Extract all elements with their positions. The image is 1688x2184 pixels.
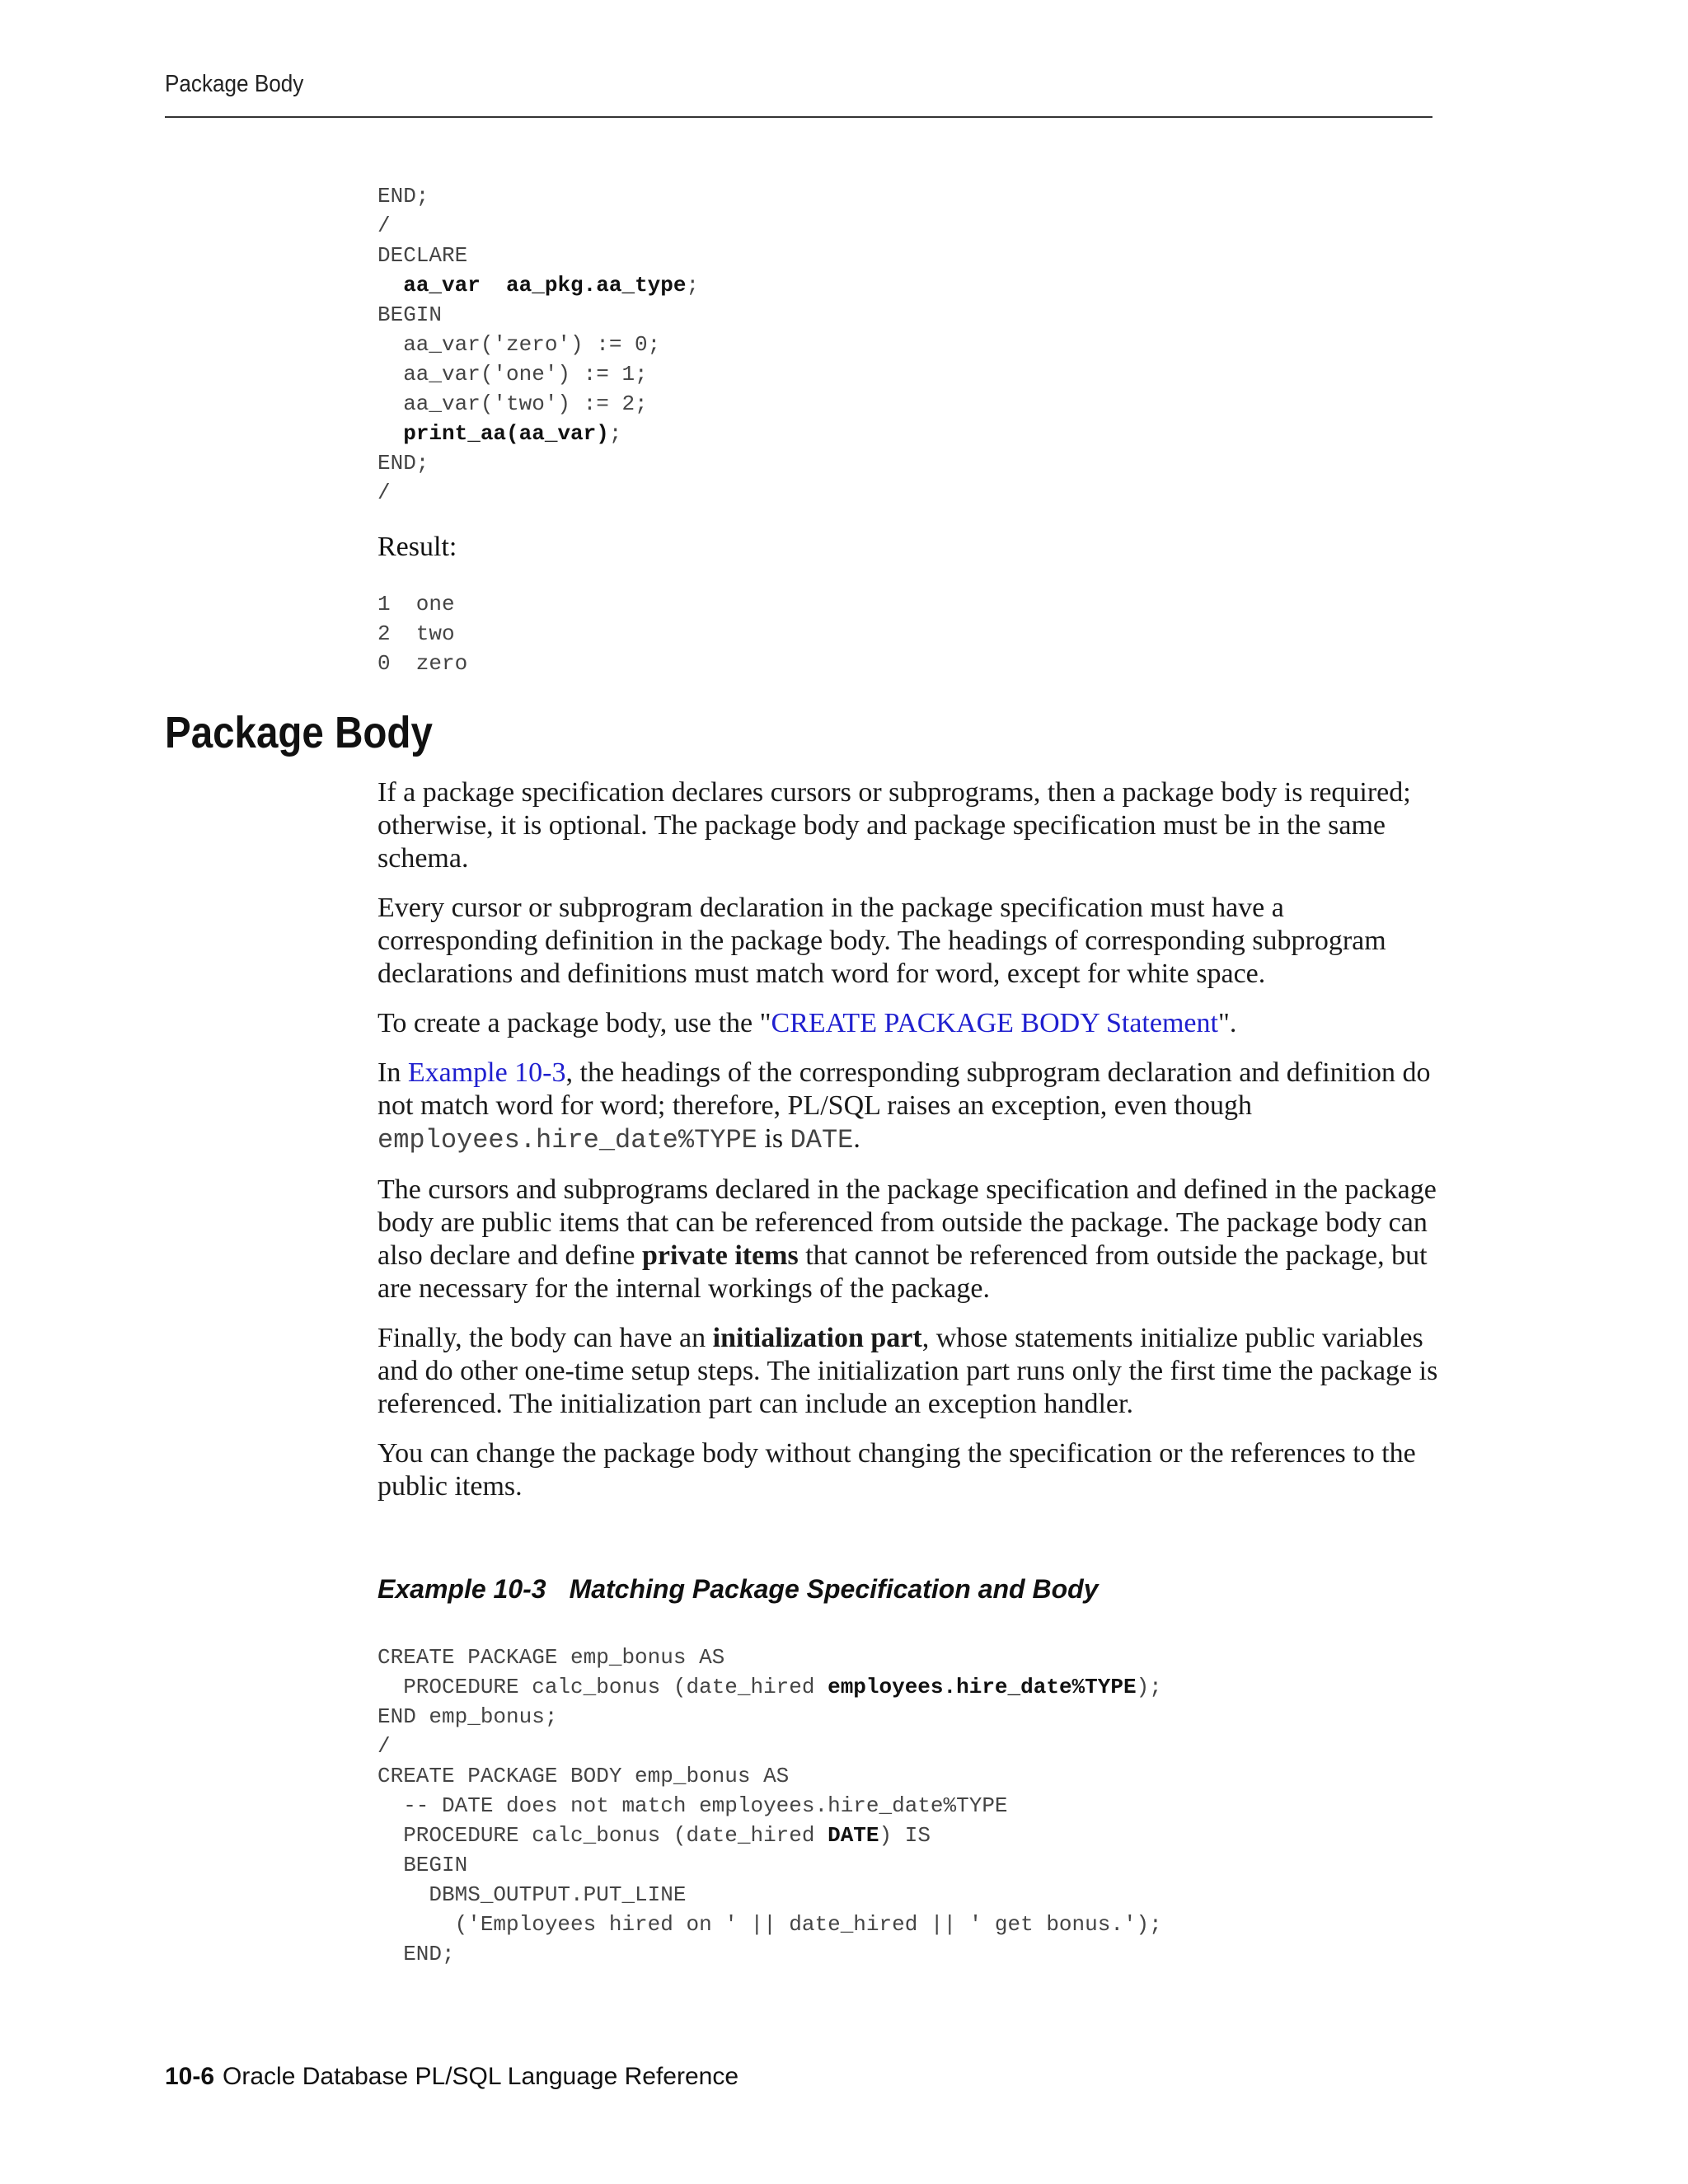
paragraph <box>377 1007 1441 1040</box>
code-line <box>377 300 699 330</box>
example-number: Example 10-3 <box>377 1574 546 1604</box>
code-block-result <box>377 589 467 678</box>
paragraph-text: that cannot be referenced from outside the package, but are necessary for the internal workings of the package. <box>377 1240 1428 1304</box>
code-text: END; <box>377 451 429 476</box>
code-text: DBMS_OUTPUT.PUT_LINE <box>377 1882 687 1907</box>
cross-reference-link[interactable]: Example 10-3 <box>407 1057 566 1088</box>
running-header: Package Body <box>165 71 304 97</box>
code-line <box>377 1910 1162 1939</box>
code-text: / <box>377 213 391 238</box>
code-text: BEGIN <box>377 302 443 327</box>
result-label: Result: <box>377 532 457 562</box>
paragraph-text: ". <box>1217 1008 1237 1038</box>
paragraph-bold: initialization part <box>712 1323 922 1353</box>
paragraph-text: Every cursor or subprogram declaration in the package specification must have a corresponding definition in the package body. The headings of corresponding subprogram declarations and definitions must match word for word, except for white space. <box>377 893 1386 989</box>
example-title <box>377 1574 1098 1605</box>
inline-code: employees.hire_date%TYPE <box>377 1125 757 1155</box>
paragraph <box>377 776 1441 875</box>
code-text <box>377 421 403 446</box>
code-line <box>377 1821 1162 1850</box>
code-line <box>377 1761 1162 1791</box>
paragraph-text: is <box>757 1123 790 1154</box>
code-text: / <box>377 480 391 505</box>
paragraph-text: To create a package body, use the " <box>377 1008 771 1038</box>
code-text: ('Employees hired on ' || date_hired || ' get bonus.'); <box>377 1912 1162 1937</box>
code-line <box>377 1643 1162 1672</box>
code-text: END; <box>377 184 429 209</box>
code-text: PROCEDURE calc_bonus (date_hired <box>377 1823 828 1848</box>
paragraph-text: You can change the package body without changing the specification or the references to the public items. <box>377 1438 1416 1502</box>
code-line <box>377 1880 1162 1910</box>
paragraph-text: In <box>377 1057 408 1088</box>
code-line <box>377 211 699 241</box>
code-line <box>377 1939 1162 1969</box>
code-text: 0 zero <box>377 651 468 676</box>
code-line <box>377 1672 1162 1702</box>
code-line <box>377 1791 1162 1821</box>
code-text: ) IS <box>879 1823 931 1848</box>
code-text: DECLARE <box>377 243 468 268</box>
code-line <box>377 649 467 678</box>
code-text: 1 one <box>377 592 455 616</box>
code-line <box>377 419 699 448</box>
code-text: END; <box>377 1942 455 1966</box>
code-text: ; <box>608 421 622 446</box>
code-bold: aa_var aa_pkg.aa_type <box>403 273 687 298</box>
code-line <box>377 241 699 270</box>
paragraph-text: . <box>853 1123 860 1154</box>
cross-reference-link[interactable]: CREATE PACKAGE BODY Statement <box>771 1008 1218 1038</box>
code-line <box>377 330 699 359</box>
page-number: 10-6 <box>165 2063 215 2090</box>
code-text: ); <box>1136 1675 1162 1699</box>
code-line <box>377 1732 1162 1761</box>
code-block-example <box>377 1643 1162 1969</box>
paragraph <box>377 892 1441 991</box>
code-text: END emp_bonus; <box>377 1704 558 1729</box>
code-text: aa_var('one') := 1; <box>377 362 648 387</box>
code-text: BEGIN <box>377 1853 468 1877</box>
paragraph-text: , whose statements initialize public variables and do other one-time setup steps. The initialization part runs only the first time the package is referenced. The initialization part can include an exception handler. <box>377 1323 1438 1419</box>
page-footer <box>165 2063 738 2091</box>
code-text: / <box>377 1734 391 1759</box>
paragraph-text: The cursors and subprograms declared in the package specification and defined in the package body are public items that can be referenced from outside the package. The package body can also declare and define <box>377 1174 1437 1271</box>
paragraph-text: If a package specification declares cursors or subprograms, then a package body is required; otherwise, it is optional. The package body and package specification must be in the same schema. <box>377 777 1411 874</box>
paragraph <box>377 1437 1441 1503</box>
paragraph-text: , the headings of the corresponding subprogram declaration and definition do not match word for word; therefore, PL/SQL raises an exception, even though <box>377 1057 1431 1121</box>
code-text: -- DATE does not match employees.hire_date%TYPE <box>377 1793 1008 1818</box>
code-bold: print_aa(aa_var) <box>403 421 609 446</box>
code-line <box>377 478 699 508</box>
code-line <box>377 448 699 478</box>
code-text: aa_var('two') := 2; <box>377 391 648 416</box>
paragraph-text: Finally, the body can have an <box>377 1323 713 1353</box>
code-line <box>377 589 467 619</box>
code-line <box>377 1702 1162 1732</box>
code-text <box>377 273 403 298</box>
paragraph <box>377 1174 1441 1305</box>
section-heading: Package Body <box>165 708 433 757</box>
code-text: CREATE PACKAGE emp_bonus AS <box>377 1645 725 1670</box>
example-caption: Matching Package Specification and Body <box>569 1574 1099 1604</box>
paragraph-bold: private items <box>641 1240 799 1271</box>
code-text: CREATE PACKAGE BODY emp_bonus AS <box>377 1764 790 1788</box>
code-line <box>377 181 699 211</box>
code-text: ; <box>686 273 700 298</box>
paragraph <box>377 1322 1441 1421</box>
code-line <box>377 270 699 300</box>
code-bold: DATE <box>828 1823 879 1848</box>
code-line <box>377 619 467 649</box>
inline-code: DATE <box>790 1125 854 1155</box>
paragraph <box>377 1057 1441 1157</box>
code-text: PROCEDURE calc_bonus (date_hired <box>377 1675 828 1699</box>
code-line <box>377 389 699 419</box>
code-text: 2 two <box>377 621 455 646</box>
book-title: Oracle Database PL/SQL Language Reference <box>223 2063 739 2090</box>
code-line <box>377 1850 1162 1880</box>
body-text <box>377 776 1441 1520</box>
code-bold: employees.hire_date%TYPE <box>828 1675 1137 1699</box>
code-line <box>377 359 699 389</box>
code-block-declare <box>377 181 699 508</box>
header-rule <box>165 116 1432 118</box>
code-text: aa_var('zero') := 0; <box>377 332 661 357</box>
